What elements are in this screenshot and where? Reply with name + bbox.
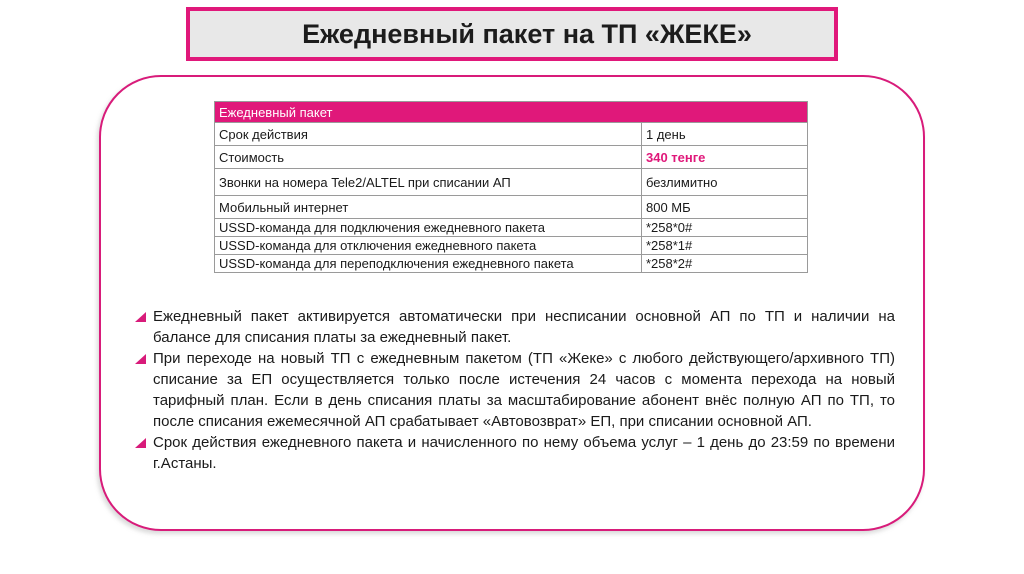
row-label: Срок действия [215, 123, 642, 146]
row-label: USSD-команда для переподключения ежедневного пакета [215, 255, 642, 273]
table-header: Ежедневный пакет [215, 102, 808, 123]
triangle-bullet-icon [135, 312, 146, 322]
bullet-text: Ежедневный пакет активируется автоматически при несписании основной АП по ТП и наличии на балансе для списания платы за ежедневный пакет. [153, 308, 895, 346]
table-row [215, 219, 808, 237]
list-item [135, 348, 895, 432]
triangle-bullet-icon [135, 354, 146, 364]
row-value: *258*2# [642, 255, 808, 273]
table-row [215, 255, 808, 273]
row-value: безлимитно [642, 169, 808, 196]
row-label: USSD-команда для подключения ежедневного пакета [215, 219, 642, 237]
bullet-text: При переходе на новый ТП с ежедневным пакетом (ТП «Жеке» с любого действующего/архивного ТП) списание за ЕП осуществляется только после истечения 24 часов с момента перехода на новый тарифный план. Если в день списания платы за масштабирование абонент внёс полную АП по ТП, то после списания ежемесячной АП срабатывает «Автовозврат» ЕП, при списании основной АП. [153, 350, 895, 430]
row-label: USSD-команда для отключения ежедневного пакета [215, 237, 642, 255]
price-value: 340 тенге [642, 146, 808, 169]
row-value: *258*0# [642, 219, 808, 237]
row-value: *258*1# [642, 237, 808, 255]
table-header-row [215, 102, 808, 123]
row-label: Звонки на номера Tele2/ALTEL при списании АП [215, 169, 642, 196]
triangle-bullet-icon [135, 438, 146, 448]
row-label: Стоимость [215, 146, 642, 169]
bullet-list [135, 306, 895, 474]
table-row [215, 196, 808, 219]
row-label: Мобильный интернет [215, 196, 642, 219]
table-row [215, 123, 808, 146]
package-table [214, 101, 808, 273]
bullet-text: Срок действия ежедневного пакета и начисленного по нему объема услуг – 1 день до 23:59 по времени г.Астаны. [153, 434, 895, 472]
list-item [135, 432, 895, 474]
table-row [215, 146, 808, 169]
row-value: 1 день [642, 123, 808, 146]
slide-title: Ежедневный пакет на ТП «ЖЕКЕ» [302, 18, 752, 49]
row-value: 800 МБ [642, 196, 808, 219]
title-box [190, 11, 834, 57]
list-item [135, 306, 895, 348]
table-row [215, 237, 808, 255]
table-row [215, 169, 808, 196]
